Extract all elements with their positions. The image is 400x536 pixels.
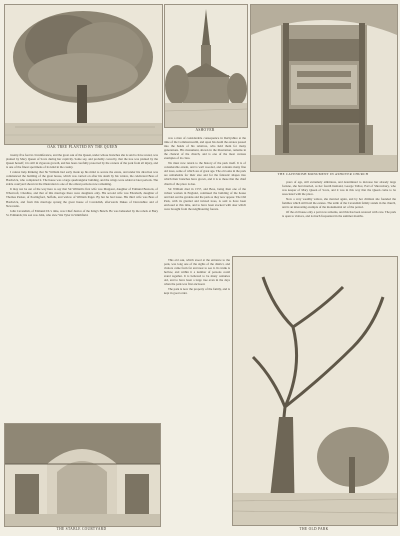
article-column-1 bbox=[6, 153, 158, 419]
oak-tree-illustration bbox=[4, 4, 163, 145]
paragraph: Sir William died in 1557, and Bess, being then one of the richest women in England, continued the building of the house and laid out the gardens and the park as they now appear. The Old Park, with its gnarled and twisted trees, is said to have been enclosed at this time, and to have been stocked with deer which were brought from the neighbouring forests. bbox=[164, 186, 246, 211]
monument-caption: THE CAVENDISH MONUMENT IN ASHOVER CHURCH bbox=[277, 172, 369, 176]
article-column-mid bbox=[164, 258, 230, 418]
church-caption: ASHOVER bbox=[195, 128, 215, 132]
paragraph: Now a very wealthy widow, she married again, and by her children she founded the families which still hold the estates. The tomb of the Cavendish family stands in the church, and is an interesting example of the monumental art of the period. bbox=[282, 197, 396, 210]
paragraph: was a man of considerable consequence in Derbyshire at the time of the Commonwealth, and upon his death the estates passed into the hands of his relatives, who held them for many generations. His monument, shown in the illustration, remains in the chancel of the church, and is one of the most curious examples of its class. bbox=[164, 136, 246, 161]
oak-tree-caption: OAK TREE PLANTED BY THE QUEEN bbox=[47, 145, 118, 149]
park-illustration bbox=[232, 256, 398, 526]
paragraph: Of the old house only a part now remains, and this has been restored with care. The park is open to visitors, and is much frequented in the summer months. bbox=[282, 210, 396, 219]
paragraph: John Cavendish, of Edmund IX.'s time, was Chief Justice of the King's Bench. He was beheaded by the rebels at Bury St. Edmunds; his son was John, who slew Wat Tyler in Smithfield. bbox=[6, 208, 158, 217]
article-column-2 bbox=[164, 136, 246, 256]
paragraph: The park is now the property of the family, and is kept in good order. bbox=[164, 287, 230, 296]
paragraph: We must now return to the history of the park itself. It is of considerable extent, and is well wooded, and contains many fine old trees, some of which are of great age. The old oaks in the park are remarkable for their size and for the fantastic shapes into which their branches have grown, and it is to these that the chief charm of the place is due. bbox=[164, 161, 246, 186]
paragraph: It may not be out of the way here to say that Sir William's first wife was Margaret, daughter of Edmund Bostock, of Whatcroft, Cheshire, and that of this marriage there were daughters only. His second wife was Elizabeth, daughter of Thomas Parker, of Poslingford, Suffolk, and widow of William Paget. By her he had issue. His third wife was Bess of Hardwick, and from this marriage sprang the great house of Cavendish, afterwards Dukes of Devonshire and of Newcastle. bbox=[6, 187, 158, 208]
courtyard-illustration bbox=[4, 423, 161, 527]
church-illustration bbox=[164, 4, 248, 128]
article-column-3 bbox=[282, 180, 396, 250]
courtyard-caption: THE STABLE COURTYARD bbox=[56, 527, 107, 531]
paragraph: This old oak, which stood at the entrance to the park, was long one of the sights of the district, and visitors came from far and near to see it. Its trunk is hollow, and within it a number of persons could stand together. It is believed to be many centuries old, and to have been a large tree even in the days when the park was first enclosed. bbox=[164, 258, 230, 287]
park-caption: THE OLD PARK bbox=[299, 527, 329, 531]
paragraph: I cannot help thinking that Sir William had early made up his mind to secure the estate, and under his direction was commenced the building of the great house, which was carried on after his death by his widow, the celebrated Bess of Hardwick, who completed it. The house was a large quadrangular building, and the wings were added at later periods. The stable courtyard shown in the illustration is one of the oldest portions now remaining. bbox=[6, 170, 158, 187]
paragraph: years of age, still extremely ambitious, and determined to increase her already large fortune, she had married, as her fourth husband, George Talbot, Earl of Shrewsbury, who was keeper of Mary Queen of Scots, and it was in this way that the Queen came to be associated with the place. bbox=[282, 180, 396, 197]
paragraph: twenty-five feet in circumference, and the great oak of the Queen, under whose branches she is said to have rested, was planted by Mary Queen of Scots during her captivity. Some say, and probably correctly, that the tree was planted by the Queen herself; it is still in vigorous growth, and has been carefully protected by the owners of the park from all injury, and is one of the finest specimens of its kind in the county. bbox=[6, 153, 158, 170]
monument-illustration bbox=[250, 4, 398, 172]
